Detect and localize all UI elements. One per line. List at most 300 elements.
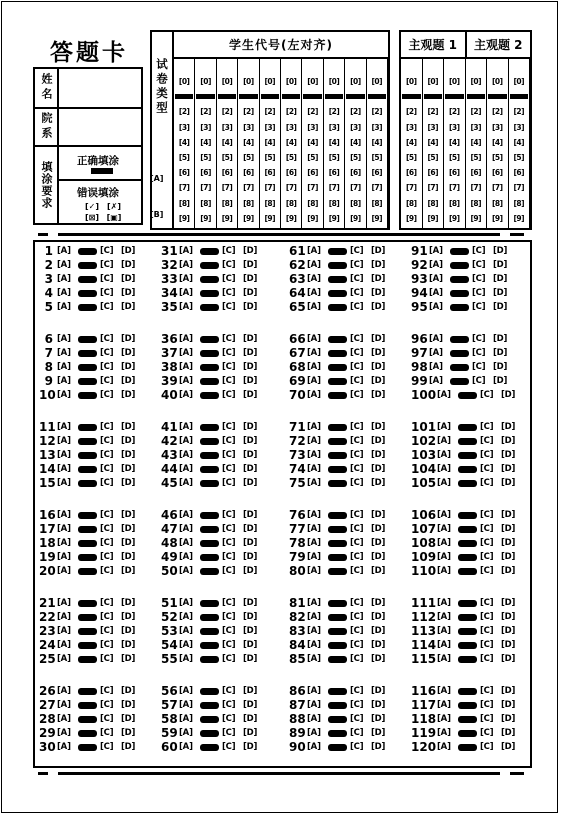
answer-option-c[interactable]: [C] — [222, 552, 236, 562]
answer-option-c[interactable]: [C] — [100, 362, 114, 372]
answer-option-a[interactable]: [A] — [179, 422, 193, 432]
digit-bubble[interactable]: [9] — [200, 213, 211, 223]
answer-option-c[interactable]: [C] — [100, 626, 114, 636]
answer-fill-mark[interactable] — [78, 480, 97, 487]
answer-option-c[interactable]: [C] — [480, 552, 494, 562]
answer-option-d[interactable]: [D] — [243, 686, 258, 696]
answer-option-c[interactable]: [C] — [222, 302, 236, 312]
answer-option-d[interactable]: [D] — [121, 288, 136, 298]
answer-option-d[interactable]: [D] — [501, 714, 516, 724]
digit-bubble[interactable]: [2] — [448, 107, 460, 117]
answer-option-d[interactable]: [D] — [501, 464, 516, 474]
answer-fill-mark[interactable] — [78, 730, 97, 737]
answer-option-c[interactable]: [C] — [222, 598, 236, 608]
digit-bubble[interactable]: [4] — [264, 137, 276, 147]
answer-option-a[interactable]: [A] — [307, 640, 321, 650]
answer-option-d[interactable]: [D] — [493, 376, 508, 386]
answer-option-d[interactable]: [D] — [371, 700, 386, 710]
answer-option-a[interactable]: [A] — [179, 376, 193, 386]
answer-option-c[interactable]: [C] — [222, 654, 236, 664]
answer-fill-mark[interactable] — [78, 716, 97, 723]
answer-option-d[interactable]: [D] — [371, 348, 386, 358]
answer-fill-mark[interactable] — [78, 336, 97, 343]
answer-option-d[interactable]: [D] — [371, 246, 386, 256]
answer-option-c[interactable]: [C] — [480, 524, 494, 534]
answer-option-a[interactable]: [A] — [57, 436, 71, 446]
answer-fill-mark[interactable] — [78, 304, 97, 311]
answer-option-d[interactable]: [D] — [121, 640, 136, 650]
answer-option-c[interactable]: [C] — [350, 274, 364, 284]
digit-bubble[interactable]: [2] — [178, 107, 190, 117]
digit-bubble[interactable]: [4] — [448, 137, 460, 147]
digit-bubble[interactable]: [2] — [350, 107, 361, 117]
answer-option-d[interactable]: [D] — [243, 728, 258, 738]
digit-bubble[interactable]: [7] — [178, 183, 190, 193]
answer-option-c[interactable]: [C] — [222, 376, 236, 386]
answer-fill-mark[interactable] — [458, 452, 477, 459]
digit-bubble[interactable]: [4] — [405, 137, 417, 147]
answer-option-c[interactable]: [C] — [222, 288, 236, 298]
digit-bubble[interactable]: [6] — [405, 168, 417, 178]
digit-bubble[interactable]: [8] — [427, 198, 439, 208]
answer-fill-mark[interactable] — [200, 452, 219, 459]
answer-option-d[interactable]: [D] — [501, 390, 516, 400]
answer-option-c[interactable]: [C] — [472, 348, 486, 358]
answer-fill-mark[interactable] — [328, 512, 347, 519]
answer-option-a[interactable]: [A] — [437, 478, 451, 488]
answer-option-d[interactable]: [D] — [121, 436, 136, 446]
answer-fill-mark[interactable] — [200, 480, 219, 487]
digit-bubble[interactable]: [8] — [221, 198, 233, 208]
answer-option-d[interactable]: [D] — [501, 552, 516, 562]
digit-bubble[interactable]: [5] — [427, 153, 439, 162]
answer-option-c[interactable]: [C] — [480, 714, 494, 724]
answer-fill-mark[interactable] — [458, 568, 477, 575]
answer-option-a[interactable]: [A] — [437, 510, 451, 520]
digit-bubble[interactable]: [4] — [307, 137, 318, 147]
digit-bubble[interactable]: [2] — [470, 107, 482, 117]
answer-option-c[interactable]: [C] — [350, 348, 364, 358]
answer-fill-mark[interactable] — [200, 276, 219, 283]
answer-option-a[interactable]: [A] — [179, 524, 193, 534]
answer-option-d[interactable]: [D] — [501, 510, 516, 520]
answer-option-d[interactable]: [D] — [493, 274, 508, 284]
answer-option-d[interactable]: [D] — [501, 524, 516, 534]
digit-bubble[interactable]: [9] — [307, 213, 318, 223]
digit-bubble[interactable]: [8] — [491, 198, 503, 208]
digit-bubble[interactable]: [3] — [427, 122, 439, 132]
answer-option-c[interactable]: [C] — [222, 464, 236, 474]
answer-fill-mark[interactable] — [450, 350, 469, 357]
answer-fill-mark[interactable] — [458, 438, 477, 445]
answer-fill-mark[interactable] — [328, 378, 347, 385]
answer-option-a[interactable]: [A] — [307, 478, 321, 488]
answer-option-a[interactable]: [A] — [307, 714, 321, 724]
answer-option-a[interactable]: [A] — [307, 524, 321, 534]
answer-option-a[interactable]: [A] — [57, 714, 71, 724]
answer-option-d[interactable]: [D] — [371, 538, 386, 548]
digit-bubble[interactable]: [2] — [243, 107, 254, 117]
answer-fill-mark[interactable] — [328, 262, 347, 269]
answer-option-d[interactable]: [D] — [501, 728, 516, 738]
answer-option-c[interactable]: [C] — [100, 538, 114, 548]
answer-option-a[interactable]: [A] — [437, 552, 451, 562]
answer-option-d[interactable]: [D] — [501, 450, 516, 460]
answer-fill-mark[interactable] — [200, 526, 219, 533]
digit-bubble[interactable]: [7] — [264, 183, 276, 193]
answer-option-c[interactable]: [C] — [472, 288, 486, 298]
digit-bubble[interactable]: [7] — [470, 183, 482, 193]
digit-bubble[interactable]: [4] — [350, 137, 361, 147]
answer-fill-mark[interactable] — [450, 378, 469, 385]
answer-option-d[interactable]: [D] — [493, 260, 508, 270]
digit-bubble[interactable]: [7] — [491, 183, 503, 193]
digit-bubble[interactable]: [5] — [350, 153, 361, 162]
answer-option-a[interactable]: [A] — [179, 260, 193, 270]
digit-bubble[interactable]: [2] — [307, 107, 318, 117]
answer-fill-mark[interactable] — [458, 480, 477, 487]
answer-option-d[interactable]: [D] — [371, 478, 386, 488]
answer-option-d[interactable]: [D] — [121, 552, 136, 562]
answer-fill-mark[interactable] — [200, 304, 219, 311]
digit-bubble[interactable]: [3] — [448, 122, 460, 132]
answer-option-d[interactable]: [D] — [371, 598, 386, 608]
answer-fill-mark[interactable] — [200, 730, 219, 737]
answer-option-d[interactable]: [D] — [243, 288, 258, 298]
answer-option-a[interactable]: [A] — [437, 654, 451, 664]
answer-option-d[interactable]: [D] — [243, 524, 258, 534]
answer-option-d[interactable]: [D] — [371, 612, 386, 622]
answer-option-d[interactable]: [D] — [501, 654, 516, 664]
answer-option-c[interactable]: [C] — [350, 464, 364, 474]
answer-option-d[interactable]: [D] — [121, 464, 136, 474]
digit-bubble[interactable]: [5] — [243, 153, 254, 162]
answer-option-c[interactable]: [C] — [480, 654, 494, 664]
answer-fill-mark[interactable] — [458, 744, 477, 751]
digit-bubble[interactable]: [7] — [221, 183, 233, 193]
answer-option-d[interactable]: [D] — [371, 450, 386, 460]
answer-fill-mark[interactable] — [328, 688, 347, 695]
answer-option-c[interactable]: [C] — [222, 612, 236, 622]
answer-fill-mark[interactable] — [328, 656, 347, 663]
answer-option-c[interactable]: [C] — [480, 598, 494, 608]
answer-option-a[interactable]: [A] — [179, 390, 193, 400]
answer-fill-mark[interactable] — [458, 392, 477, 399]
answer-fill-mark[interactable] — [450, 262, 469, 269]
answer-option-c[interactable]: [C] — [350, 538, 364, 548]
answer-option-d[interactable]: [D] — [243, 274, 258, 284]
digit-bubble[interactable]: [8] — [178, 198, 190, 208]
answer-option-d[interactable]: [D] — [243, 566, 258, 576]
digit-bubble[interactable]: [8] — [285, 198, 297, 208]
answer-option-c[interactable]: [C] — [350, 362, 364, 372]
answer-option-a[interactable]: [A] — [57, 376, 71, 386]
digit-bubble[interactable]: [6] — [307, 168, 318, 178]
answer-option-c[interactable]: [C] — [480, 390, 494, 400]
answer-option-c[interactable]: [C] — [100, 376, 114, 386]
answer-option-d[interactable]: [D] — [243, 654, 258, 664]
answer-option-c[interactable]: [C] — [222, 274, 236, 284]
digit-bubble[interactable]: [9] — [448, 213, 460, 223]
answer-option-d[interactable]: [D] — [371, 390, 386, 400]
answer-option-d[interactable]: [D] — [121, 714, 136, 724]
answer-option-c[interactable]: [C] — [100, 348, 114, 358]
digit-bubble[interactable]: [3] — [405, 122, 417, 132]
answer-option-c[interactable]: [C] — [350, 390, 364, 400]
answer-option-d[interactable]: [D] — [243, 376, 258, 386]
digit-bubble[interactable]: [7] — [200, 183, 211, 193]
digit-bubble[interactable]: [0] — [328, 77, 340, 86]
answer-option-d[interactable]: [D] — [121, 422, 136, 432]
answer-option-d[interactable]: [D] — [371, 334, 386, 344]
answer-fill-mark[interactable] — [328, 744, 347, 751]
digit-bubble[interactable]: [0] — [178, 77, 190, 86]
answer-option-a[interactable]: [A] — [57, 728, 71, 738]
digit-bubble[interactable]: [5] — [285, 153, 297, 162]
answer-option-d[interactable]: [D] — [371, 422, 386, 432]
answer-option-c[interactable]: [C] — [222, 422, 236, 432]
answer-fill-mark[interactable] — [200, 600, 219, 607]
answer-fill-mark[interactable] — [78, 656, 97, 663]
answer-fill-mark[interactable] — [328, 336, 347, 343]
answer-fill-mark[interactable] — [328, 438, 347, 445]
answer-fill-mark[interactable] — [328, 614, 347, 621]
answer-option-d[interactable]: [D] — [121, 450, 136, 460]
answer-option-c[interactable]: [C] — [100, 478, 114, 488]
digit-bubble[interactable]: [6] — [427, 168, 439, 178]
answer-option-d[interactable]: [D] — [243, 464, 258, 474]
answer-option-c[interactable]: [C] — [222, 348, 236, 358]
answer-fill-mark[interactable] — [78, 554, 97, 561]
answer-option-a[interactable]: [A] — [179, 598, 193, 608]
answer-option-a[interactable]: [A] — [437, 450, 451, 460]
answer-option-a[interactable]: [A] — [437, 714, 451, 724]
answer-option-c[interactable]: [C] — [350, 334, 364, 344]
digit-bubble[interactable]: [7] — [285, 183, 297, 193]
answer-fill-mark[interactable] — [78, 350, 97, 357]
answer-fill-mark[interactable] — [458, 466, 477, 473]
digit-bubble[interactable]: [6] — [221, 168, 233, 178]
answer-fill-mark[interactable] — [458, 642, 477, 649]
answer-option-c[interactable]: [C] — [480, 450, 494, 460]
answer-option-a[interactable]: [A] — [179, 566, 193, 576]
answer-fill-mark[interactable] — [200, 614, 219, 621]
answer-fill-mark[interactable] — [78, 424, 97, 431]
answer-option-c[interactable]: [C] — [222, 524, 236, 534]
answer-fill-mark[interactable] — [458, 526, 477, 533]
digit-bubble[interactable]: [9] — [470, 213, 482, 223]
answer-option-c[interactable]: [C] — [100, 302, 114, 312]
answer-option-a[interactable]: [A] — [437, 524, 451, 534]
answer-option-a[interactable]: [A] — [179, 700, 193, 710]
answer-option-d[interactable]: [D] — [371, 728, 386, 738]
digit-bubble[interactable]: [0] — [264, 77, 276, 86]
answer-fill-mark[interactable] — [200, 702, 219, 709]
answer-fill-mark[interactable] — [200, 716, 219, 723]
answer-option-c[interactable]: [C] — [350, 376, 364, 386]
answer-option-a[interactable]: [A] — [437, 612, 451, 622]
answer-option-c[interactable]: [C] — [472, 362, 486, 372]
answer-fill-mark[interactable] — [328, 480, 347, 487]
digit-bubble[interactable]: [8] — [405, 198, 417, 208]
answer-fill-mark[interactable] — [78, 744, 97, 751]
answer-fill-mark[interactable] — [328, 642, 347, 649]
answer-option-d[interactable]: [D] — [121, 566, 136, 576]
answer-option-d[interactable]: [D] — [371, 566, 386, 576]
digit-bubble[interactable]: [0] — [350, 77, 361, 86]
answer-option-c[interactable]: [C] — [222, 478, 236, 488]
digit-bubble[interactable]: [7] — [427, 183, 439, 193]
answer-option-a[interactable]: [A] — [57, 464, 71, 474]
answer-option-a[interactable]: [A] — [307, 274, 321, 284]
answer-option-c[interactable]: [C] — [222, 728, 236, 738]
digit-bubble[interactable]: [6] — [178, 168, 190, 178]
answer-option-d[interactable]: [D] — [371, 274, 386, 284]
answer-option-c[interactable]: [C] — [350, 742, 364, 752]
answer-option-d[interactable]: [D] — [371, 552, 386, 562]
digit-bubble[interactable]: [6] — [264, 168, 276, 178]
digit-bubble[interactable]: [7] — [371, 183, 383, 193]
digit-bubble[interactable]: [3] — [264, 122, 276, 132]
answer-option-d[interactable]: [D] — [121, 538, 136, 548]
answer-option-c[interactable]: [C] — [100, 436, 114, 446]
digit-bubble[interactable]: [3] — [491, 122, 503, 132]
answer-option-a[interactable]: [A] — [307, 742, 321, 752]
answer-option-c[interactable]: [C] — [222, 700, 236, 710]
answer-option-a[interactable]: [A] — [307, 450, 321, 460]
answer-fill-mark[interactable] — [78, 248, 97, 255]
answer-option-c[interactable]: [C] — [100, 274, 114, 284]
answer-option-a[interactable]: [A] — [437, 598, 451, 608]
digit-bubble[interactable]: [3] — [513, 122, 525, 132]
answer-fill-mark[interactable] — [78, 642, 97, 649]
answer-option-a[interactable]: [A] — [437, 700, 451, 710]
digit-bubble[interactable]: [6] — [513, 168, 525, 178]
answer-option-a[interactable]: [A] — [57, 334, 71, 344]
digit-bubble[interactable]: [5] — [405, 153, 417, 162]
answer-option-c[interactable]: [C] — [222, 566, 236, 576]
answer-option-c[interactable]: [C] — [480, 436, 494, 446]
answer-option-a[interactable]: [A] — [57, 742, 71, 752]
answer-option-a[interactable]: [A] — [57, 246, 71, 256]
answer-fill-mark[interactable] — [200, 540, 219, 547]
answer-option-a[interactable]: [A] — [307, 700, 321, 710]
answer-fill-mark[interactable] — [450, 276, 469, 283]
answer-option-d[interactable]: [D] — [501, 612, 516, 622]
digit-bubble[interactable]: [7] — [513, 183, 525, 193]
digit-bubble[interactable]: [5] — [328, 153, 340, 162]
answer-fill-mark[interactable] — [78, 466, 97, 473]
digit-bubble[interactable]: [3] — [371, 122, 383, 132]
digit-bubble[interactable]: [8] — [371, 198, 383, 208]
answer-option-a[interactable]: [A] — [179, 348, 193, 358]
answer-option-a[interactable]: [A] — [179, 728, 193, 738]
answer-option-d[interactable]: [D] — [121, 302, 136, 312]
answer-option-a[interactable]: [A] — [307, 538, 321, 548]
digit-bubble[interactable]: [3] — [285, 122, 297, 132]
answer-option-c[interactable]: [C] — [100, 288, 114, 298]
digit-bubble[interactable]: [6] — [470, 168, 482, 178]
digit-bubble[interactable]: [6] — [448, 168, 460, 178]
answer-fill-mark[interactable] — [200, 466, 219, 473]
answer-option-d[interactable]: [D] — [371, 626, 386, 636]
digit-bubble[interactable]: [9] — [491, 213, 503, 223]
answer-option-a[interactable]: [A] — [179, 274, 193, 284]
answer-option-d[interactable]: [D] — [371, 686, 386, 696]
digit-bubble[interactable]: [4] — [328, 137, 340, 147]
digit-bubble[interactable]: [4] — [285, 137, 297, 147]
answer-option-a[interactable]: [A] — [429, 376, 443, 386]
answer-option-d[interactable]: [D] — [243, 612, 258, 622]
answer-fill-mark[interactable] — [328, 248, 347, 255]
answer-option-c[interactable]: [C] — [222, 246, 236, 256]
digit-bubble[interactable]: [0] — [307, 77, 318, 86]
answer-fill-mark[interactable] — [78, 364, 97, 371]
digit-bubble[interactable]: [3] — [178, 122, 190, 132]
answer-option-d[interactable]: [D] — [371, 376, 386, 386]
answer-option-c[interactable]: [C] — [222, 390, 236, 400]
answer-fill-mark[interactable] — [78, 276, 97, 283]
answer-option-c[interactable]: [C] — [472, 274, 486, 284]
digit-bubble[interactable]: [5] — [491, 153, 503, 162]
answer-fill-mark[interactable] — [200, 688, 219, 695]
answer-option-c[interactable]: [C] — [222, 450, 236, 460]
answer-option-c[interactable]: [C] — [350, 552, 364, 562]
answer-fill-mark[interactable] — [458, 716, 477, 723]
answer-option-c[interactable]: [C] — [222, 538, 236, 548]
digit-bubble[interactable]: [9] — [405, 213, 417, 223]
dept-field[interactable] — [59, 109, 141, 145]
digit-bubble[interactable]: [4] — [221, 137, 233, 147]
answer-option-d[interactable]: [D] — [121, 274, 136, 284]
answer-option-a[interactable]: [A] — [429, 274, 443, 284]
digit-bubble[interactable]: [5] — [448, 153, 460, 162]
answer-fill-mark[interactable] — [458, 554, 477, 561]
answer-fill-mark[interactable] — [200, 424, 219, 431]
answer-fill-mark[interactable] — [458, 540, 477, 547]
answer-option-a[interactable]: [A] — [179, 464, 193, 474]
answer-option-a[interactable]: [A] — [179, 742, 193, 752]
digit-bubble[interactable]: [5] — [513, 153, 525, 162]
answer-fill-mark[interactable] — [450, 304, 469, 311]
answer-option-d[interactable]: [D] — [371, 510, 386, 520]
answer-fill-mark[interactable] — [200, 512, 219, 519]
answer-option-c[interactable]: [C] — [100, 686, 114, 696]
answer-option-a[interactable]: [A] — [57, 260, 71, 270]
answer-option-d[interactable]: [D] — [121, 524, 136, 534]
digit-bubble[interactable]: [8] — [328, 198, 340, 208]
answer-option-c[interactable]: [C] — [480, 700, 494, 710]
answer-option-d[interactable]: [D] — [371, 714, 386, 724]
answer-option-d[interactable]: [D] — [243, 246, 258, 256]
answer-fill-mark[interactable] — [450, 364, 469, 371]
digit-bubble[interactable]: [4] — [371, 137, 383, 147]
answer-option-d[interactable]: [D] — [121, 334, 136, 344]
digit-bubble[interactable]: [8] — [200, 198, 211, 208]
digit-bubble[interactable]: [9] — [221, 213, 233, 223]
answer-option-a[interactable]: [A] — [57, 390, 71, 400]
digit-bubble[interactable]: [7] — [448, 183, 460, 193]
answer-option-c[interactable]: [C] — [480, 626, 494, 636]
name-field[interactable] — [59, 69, 141, 107]
answer-option-a[interactable]: [A] — [57, 422, 71, 432]
digit-bubble[interactable]: [0] — [285, 77, 297, 86]
answer-option-a[interactable]: [A] — [179, 436, 193, 446]
answer-option-a[interactable]: [A] — [429, 348, 443, 358]
answer-option-c[interactable]: [C] — [100, 450, 114, 460]
answer-option-c[interactable]: [C] — [350, 422, 364, 432]
answer-option-a[interactable]: [A] — [179, 626, 193, 636]
